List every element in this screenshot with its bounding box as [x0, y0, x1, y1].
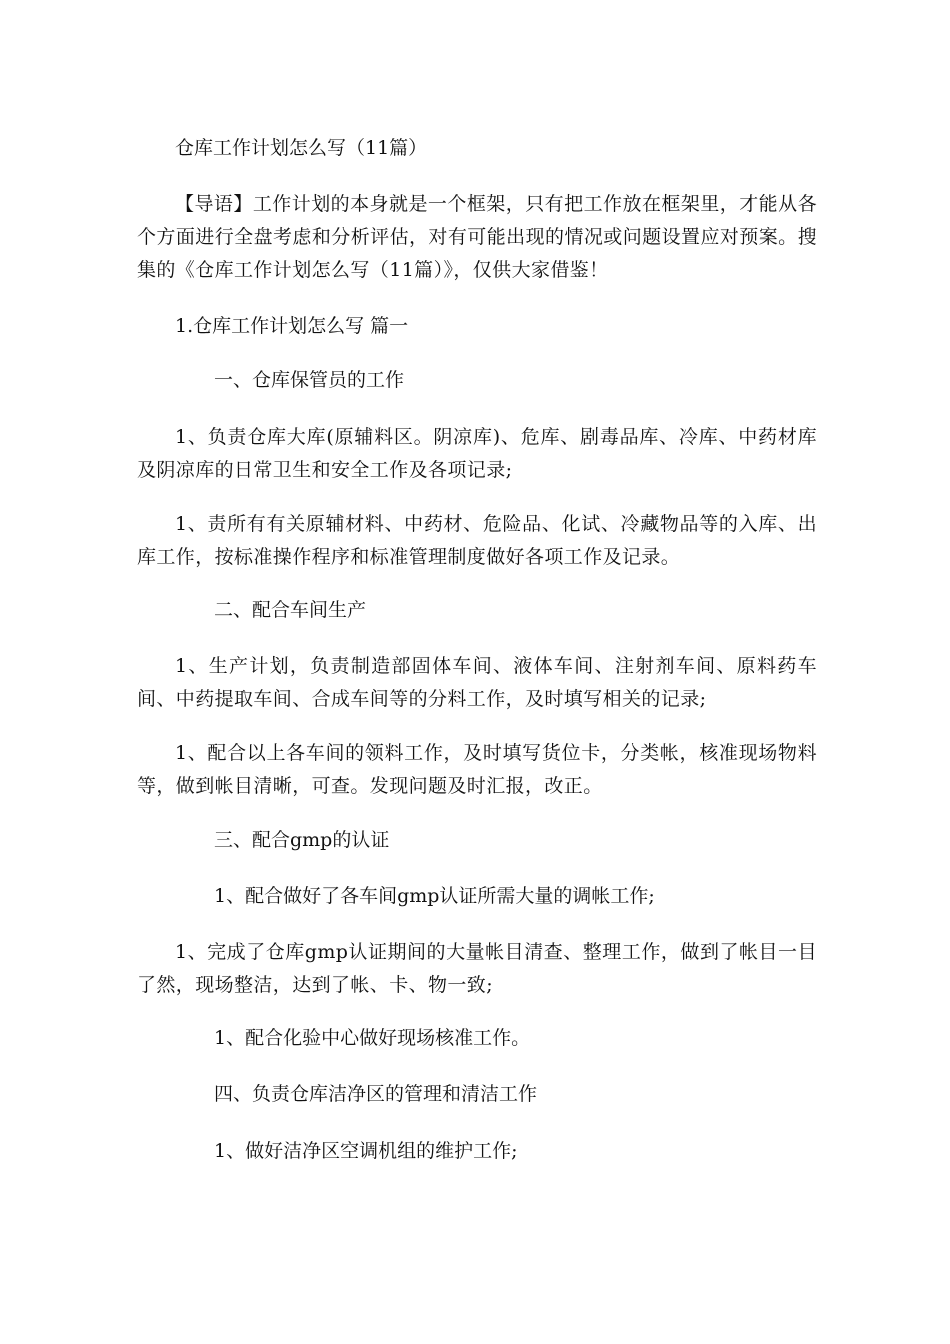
- paragraph-2: 1、责所有有关原辅材料、中药材、危险品、化试、冷藏物品等的入库、出库工作，按标准操作程序和标准管理制度做好各项工作及记录。: [137, 513, 817, 568]
- heading-4: 四、负责仓库洁净区的管理和清洁工作: [214, 1083, 538, 1105]
- paragraph-5: 1、配合做好了各车间gmp认证所需大量的调帐工作;: [214, 885, 655, 907]
- document-title: 仓库工作计划怎么写（11篇）: [175, 137, 428, 159]
- paragraph-4: 1、配合以上各车间的领料工作，及时填写货位卡，分类帐，核准现场物料等，做到帐目清晰，可查。发现问题及时汇报，改正。: [137, 742, 817, 797]
- heading-3: 三、配合gmp的认证: [214, 829, 390, 851]
- paragraph-7: 1、配合化验中心做好现场核准工作。: [214, 1027, 531, 1049]
- intro-paragraph: 【导语】工作计划的本身就是一个框架，只有把工作放在框架里，才能从各个方面进行全盘考虑和分析评估，对有可能出现的情况或问题设置应对预案。搜集的《仓库工作计划怎么写（11篇）》，仅供大家借鉴！: [137, 193, 817, 281]
- heading-2: 二、配合车间生产: [214, 599, 367, 621]
- paragraph-8: 1、做好洁净区空调机组的维护工作;: [214, 1140, 518, 1162]
- heading-1: 一、仓库保管员的工作: [214, 369, 405, 391]
- paragraph-6: 1、完成了仓库gmp认证期间的大量帐目清查、整理工作，做到了帐目一目了然，现场整洁，达到了帐、卡、物一致;: [137, 941, 817, 996]
- paragraph-3: 1、生产计划，负责制造部固体车间、液体车间、注射剂车间、原料药车间、中药提取车间、合成车间等的分料工作，及时填写相关的记录;: [137, 655, 817, 710]
- section-title: 1.仓库工作计划怎么写 篇一: [175, 315, 409, 337]
- paragraph-1: 1、负责仓库大库(原辅料区。阴凉库)、危库、剧毒品库、冷库、中药材库及阴凉库的日常卫生和安全工作及各项记录;: [137, 426, 817, 481]
